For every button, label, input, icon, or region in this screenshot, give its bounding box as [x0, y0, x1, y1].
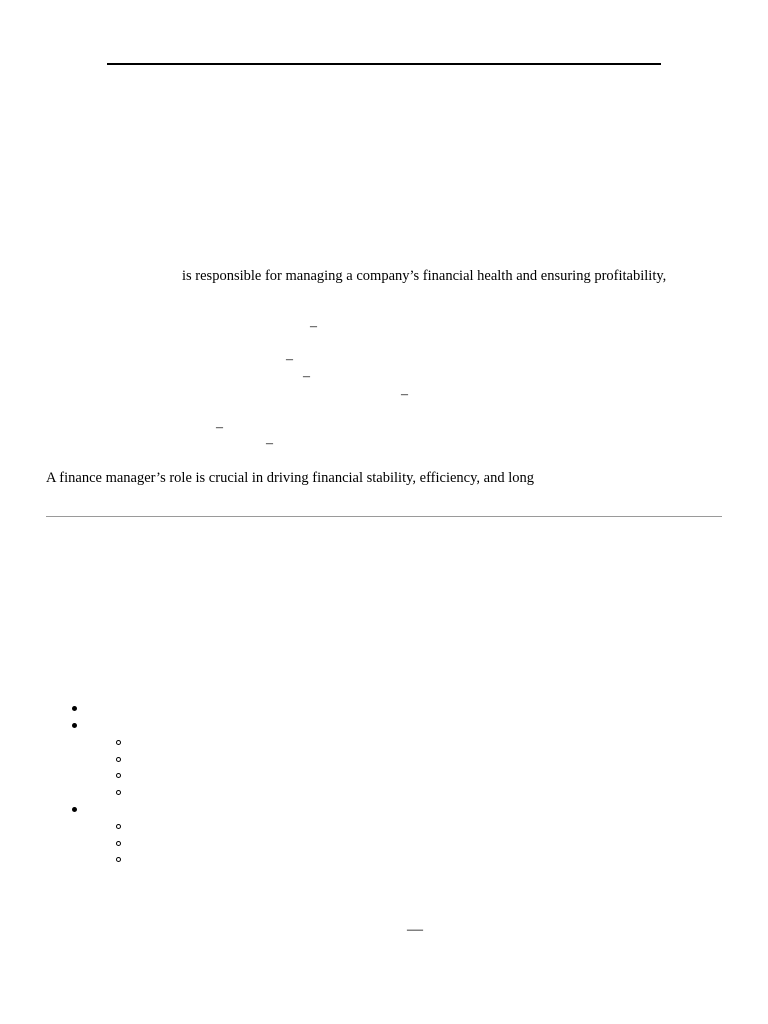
list-dash-marker: – — [401, 387, 408, 402]
list-dash-marker: – — [303, 369, 310, 384]
sub-bullet-icon — [116, 757, 121, 762]
bullet-icon — [72, 723, 77, 728]
sub-bullet-icon — [116, 857, 121, 862]
intro-sentence: is responsible for managing a company’s financial health and ensuring profitability, — [182, 268, 667, 284]
bullet-icon — [72, 706, 77, 711]
bullet-icon — [72, 807, 77, 812]
list-dash-marker: – — [216, 420, 223, 435]
sub-bullet-icon — [116, 824, 121, 829]
list-dash-marker: – — [286, 352, 293, 367]
sub-bullet-icon — [116, 773, 121, 778]
page-marker: — — [407, 921, 423, 938]
list-dash-marker: – — [266, 436, 273, 451]
sub-bullet-icon — [116, 740, 121, 745]
section-divider — [46, 516, 722, 517]
list-dash-marker: – — [310, 319, 317, 334]
sub-bullet-icon — [116, 841, 121, 846]
header-rule — [107, 63, 661, 65]
closing-sentence: A finance manager’s role is crucial in driving financial stability, efficiency, and long — [46, 470, 535, 486]
sub-bullet-icon — [116, 790, 121, 795]
